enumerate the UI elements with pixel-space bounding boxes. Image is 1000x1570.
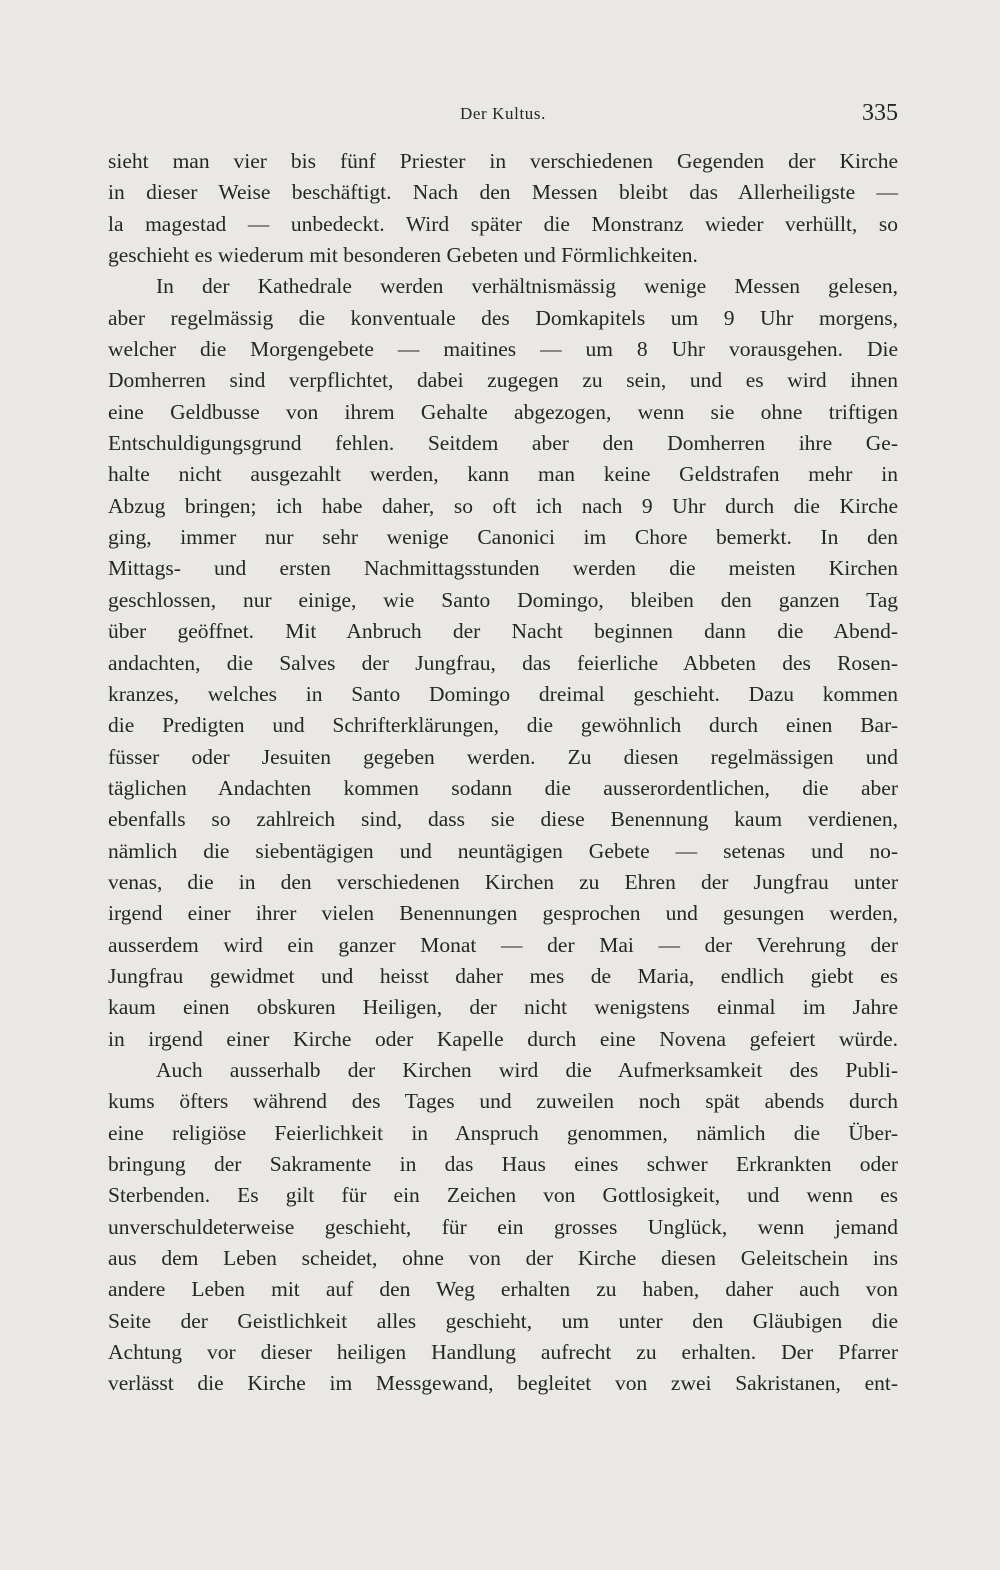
text-line: Abzug bringen; ich habe daher, so oft ich nach 9 Uhr durch die Kirche: [108, 493, 898, 518]
text-line: verlässt die Kirche im Messgewand, begleitet von zwei Sakristanen, ent-: [108, 1371, 898, 1396]
text-line: kums öfters während des Tages und zuweilen noch spät abends durch: [108, 1089, 898, 1114]
text-line: kranzes, welches in Santo Domingo dreimal geschieht. Dazu kommen: [108, 681, 898, 706]
body-text: [108, 146, 898, 1400]
text-line: Sterbenden. Es gilt für ein Zeichen von Gottlosigkeit, und wenn es: [108, 1183, 898, 1208]
text-line: aber regelmässig die konventuale des Domkapitels um 9 Uhr morgens,: [108, 305, 898, 330]
text-line: Jungfrau gewidmet und heisst daher mes de Maria, endlich giebt es: [108, 963, 898, 988]
text-line: eine religiöse Feierlichkeit in Anspruch genommen, nämlich die Über-: [108, 1120, 898, 1145]
text-line: venas, die in den verschiedenen Kirchen zu Ehren der Jungfrau unter: [108, 869, 898, 894]
text-line: täglichen Andachten kommen sodann die ausserordentlichen, die aber: [108, 775, 898, 800]
running-head: [108, 100, 898, 134]
text-line: die Predigten und Schrifterklärungen, die gewöhnlich durch einen Bar-: [108, 713, 898, 738]
text-line: Entschuldigungsgrund fehlen. Seitdem aber den Domherren ihre Ge-: [108, 431, 898, 456]
text-line: Achtung vor dieser heiligen Handlung aufrecht zu erhalten. Der Pfarrer: [108, 1340, 898, 1365]
text-line: geschieht es wiederum mit besonderen Gebeten und Förmlichkeiten.: [108, 243, 698, 268]
text-line: sieht man vier bis fünf Priester in verschiedenen Gegenden der Kirche: [108, 149, 898, 173]
text-line: eine Geldbusse von ihrem Gehalte abgezogen, wenn sie ohne triftigen: [108, 399, 898, 424]
text-line: ging, immer nur sehr wenige Canonici im Chore bemerkt. In den: [108, 525, 898, 550]
text-line: Seite der Geistlichkeit alles geschieht, um unter den Gläubigen die: [108, 1308, 898, 1333]
text-line: ausserdem wird ein ganzer Monat — der Mai — der Verehrung der: [108, 932, 898, 957]
text-line: unverschuldeterweise geschieht, für ein grosses Unglück, wenn jemand: [108, 1214, 898, 1239]
text-line: bringung der Sakramente in das Haus eines schwer Erkrankten oder: [108, 1152, 898, 1176]
text-line: geschlossen, nur einige, wie Santo Domingo, bleiben den ganzen Tag: [108, 587, 898, 612]
text-line: über geöffnet. Mit Anbruch der Nacht beginnen dann die Abend-: [108, 619, 898, 644]
text-line: in dieser Weise beschäftigt. Nach den Messen bleibt das Allerheiligste —: [108, 180, 898, 205]
page-number: 335: [862, 100, 898, 126]
text-line: Auch ausserhalb der Kirchen wird die Aufmerksamkeit des Publi-: [156, 1057, 898, 1082]
text-line: welcher die Morgengebete — maitines — um 8 Uhr vorausgehen. Die: [108, 337, 898, 362]
text-line: ebenfalls so zahlreich sind, dass sie diese Benennung kaum verdienen,: [108, 807, 898, 832]
text-line: In der Kathedrale werden verhältnismässig wenige Messen gelesen,: [156, 274, 898, 299]
text-line: la magestad — unbedeckt. Wird später die Monstranz wieder verhüllt, so: [108, 211, 898, 236]
text-line: in irgend einer Kirche oder Kapelle durch eine Novena gefeiert würde.: [108, 1026, 898, 1051]
text-line: füsser oder Jesuiten gegeben werden. Zu diesen regelmässigen und: [108, 744, 898, 769]
text-line: irgend einer ihrer vielen Benennungen gesprochen und gesungen werden,: [108, 901, 898, 926]
text-line: Mittags- und ersten Nachmittagsstunden werden die meisten Kirchen: [108, 556, 898, 581]
text-line: halte nicht ausgezahlt werden, kann man keine Geldstrafen mehr in: [108, 462, 898, 487]
text-line: aus dem Leben scheidet, ohne von der Kirche diesen Geleitschein ins: [108, 1246, 898, 1271]
text-line: andere Leben mit auf den Weg erhalten zu haben, daher auch von: [108, 1277, 898, 1302]
text-line: andachten, die Salves der Jungfrau, das feierliche Abbeten des Rosen-: [108, 650, 898, 675]
text-line: Domherren sind verpflichtet, dabei zugegen zu sein, und es wird ihnen: [108, 368, 898, 393]
text-line: kaum einen obskuren Heiligen, der nicht wenigstens einmal im Jahre: [108, 995, 898, 1020]
running-title: Der Kultus.: [460, 104, 546, 123]
text-line: nämlich die siebentägigen und neuntägigen Gebete — setenas und no-: [108, 838, 898, 863]
